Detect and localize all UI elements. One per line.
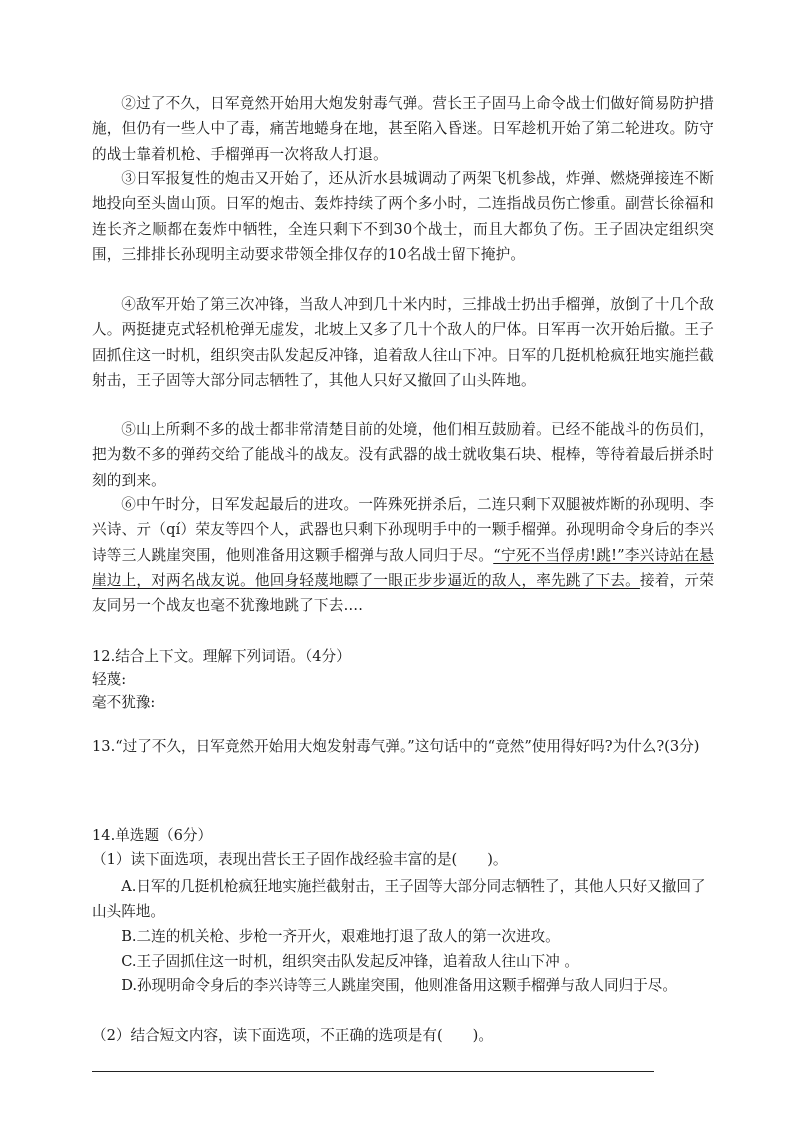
paragraph-6-tail: 接着，亓荣友同另一个战友也毫不犹豫地跳了下去…. xyxy=(92,571,714,615)
passage-paragraph-4: ④敌军开始了第三次冲锋，当敌人冲到几十米内时，三排战士扔出手榴弹，放倒了十几个敌人。两挺捷克式轻机枪弹无虚发，北坡上又多了几十个敌人的尸体。日军再一次开始后撤。王子固抓住这一时机，组织突击队发起反冲锋，追着敌人往山下冲。日军的几挺机枪疯狂地实施拦截射击，王子固等大部分同志牺牲了，其他人只好又撤回了山头阵地。 xyxy=(92,296,714,389)
sub-2-text: （2）结合短文内容，读下面选项，不正确的选项是有( xyxy=(92,1027,443,1044)
passage-paragraph-2: ②过了不久，日军竟然开始用大炮发射毒气弹。营长王子固马上命令战士们做好简易防护措施，但仍有一些人中了毒，痛苦地蜷身在地，甚至陷入昏迷。日军趁机开始了第二轮进攻。防守的战士靠着机枪、手榴弹再一次将敌人打退。 xyxy=(92,95,714,163)
question-14-title: 14.单选题（6分） xyxy=(92,827,213,844)
passage-paragraph-3: ③日军报复性的炮击又开始了，还从沂水县城调动了两架飞机参战，炸弹、燃烧弹接连不断地投向至头崮山顶。日军的炮击、轰炸持续了两个多小时，二连指战员伤亡惨重。副营长徐福和连长齐之顺都在轰炸中牺牲，全连只剩下不到30个战士，而且大都负了伤。王子固决定组织突围，三排排长孙现明主动要求带领全排仅存的10名战士留下掩护。 xyxy=(92,170,714,263)
option-d: D.孙现明命令身后的李兴诗等三人跳崖突围，他则准备用这颗手榴弹与敌人同归于尽。 xyxy=(121,977,677,994)
passage-paragraph-5: ⑤山上所剩不多的战士都非常清楚目前的处境，他们相互鼓励着。已经不能战斗的伤员们，把为数不多的弹药交给了能战斗的战友。没有武器的战士就收集石块、棍棒，等待着最后拼杀时刻的到来。 xyxy=(92,421,714,489)
option-c: C.王子固抓住这一时机，组织突击队发起反冲锋，追着敌人往山下冲 。 xyxy=(121,953,579,970)
paragraph-6-text: ⑥中午时分，日军发起最后的进攻。一阵殊死拼杀后，二连只剩下双腿被炸断的孙现明、李兴诗、亓（qí）荣友等四个人，武器也只剩下孙现明手中的一颗手榴弹。孙现明命令身后的李兴诗等三人跳崖突围，他则准备用这颗手榴弹与敌人同归于尽。 xyxy=(92,496,714,564)
question-14-sub-2 xyxy=(92,1025,714,1047)
option-b: B.二连的机关枪、步枪一齐开火，艰难地打退了敌人的第一次进攻。 xyxy=(121,928,560,945)
question-12-word-2: 毫不犹豫: xyxy=(92,694,156,711)
sub-1-text: （1）读下面选项，表现出营长王子固作战经验丰富的是( xyxy=(92,851,458,868)
question-12-word-1: 轻蔑: xyxy=(92,671,127,688)
question-13: 13.“过了不久，日军竟然开始用大炮发射毒气弹。”这句话中的“竟然”使用得好吗?为什么?(3分) xyxy=(92,738,700,755)
option-a: A.日军的几挺机枪疯狂地实施拦截射击，王子固等大部分同志牺牲了，其他人只好又撤回了山头阵地。 xyxy=(92,878,706,920)
question-12-title: 12.结合上下文。理解下列词语。（4分） xyxy=(92,648,351,665)
sub-1-close: )。 xyxy=(487,851,508,868)
sub-2-close: )。 xyxy=(472,1027,493,1044)
passage-paragraph-6 xyxy=(92,492,714,618)
bottom-divider-line xyxy=(92,1071,654,1072)
question-14-sub-1 xyxy=(92,849,714,871)
underlined-quote: “宁死不当俘虏!跳!”李兴诗站在悬崖边上，对两名战友说。他回身轻蔑地瞟了一眼正步步逼近的敌人，率先跳了下去。 xyxy=(92,546,714,589)
